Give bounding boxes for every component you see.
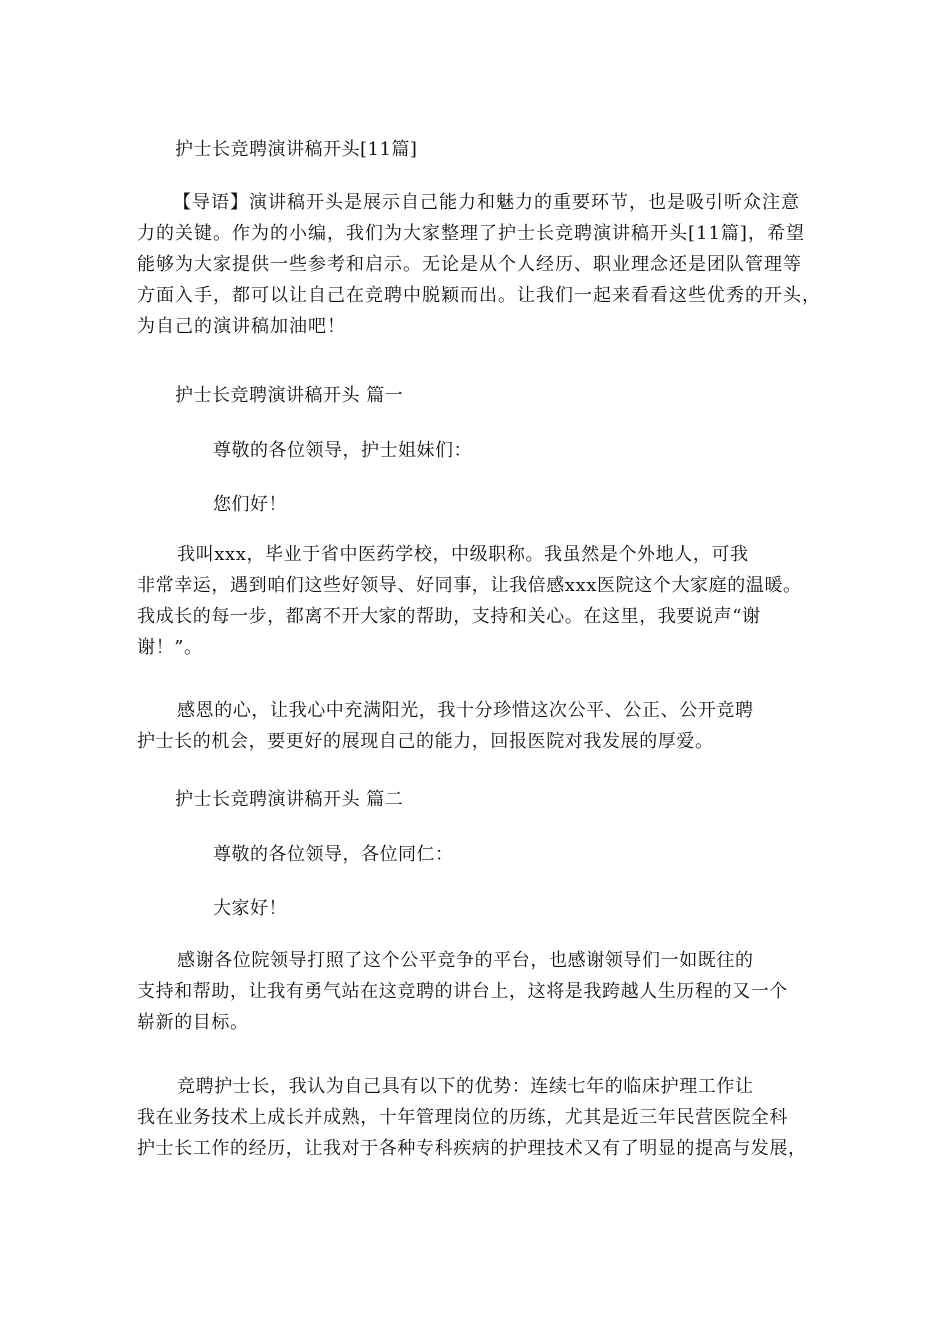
paragraph-line: 竞聘护士长，我认为自己具有以下的优势：连续七年的临床护理工作让 <box>177 1076 754 1097</box>
paragraph-line: 我叫xxx，毕业于省中医药学校，中级职称。我虽然是个外地人，可我 <box>177 544 749 565</box>
paragraph-line: 非常幸运，遇到咱们这些好领导、好同事，让我倍感xxx医院这个大家庭的温暖。 <box>137 575 802 596</box>
paragraph-line: 我成长的每一步，都离不开大家的帮助，支持和关心。在这里，我要说声“谢 <box>137 606 761 627</box>
body-paragraph <box>137 945 827 1038</box>
body-paragraph <box>137 1071 827 1164</box>
salutation: 尊敬的各位领导，护士姐妹们： <box>213 440 472 461</box>
intro-line: 力的关键。作为的小编，我们为大家整理了护士长竞聘演讲稿开头[11篇]，希望 <box>137 223 805 244</box>
intro-line: 为自己的演讲稿加油吧！ <box>137 316 346 337</box>
salutation: 尊敬的各位领导，各位同仁： <box>213 844 454 865</box>
document-title: 护士长竞聘演讲稿开头[11篇] <box>175 139 418 160</box>
intro-line: 能够为大家提供一些参考和启示。无论是从个人经历、职业理念还是团队管理等 <box>137 254 802 275</box>
intro-first-line <box>137 187 827 218</box>
body-paragraph <box>137 695 827 757</box>
section-heading: 护士长竞聘演讲稿开头 篇一 <box>175 385 404 406</box>
intro-line: 方面入手，都可以让自己在竞聘中脱颖而出。让我们一起来看看这些优秀的开头， <box>137 285 821 306</box>
body-paragraph <box>137 539 827 663</box>
greeting: 您们好！ <box>213 494 287 515</box>
intro-label: 【导语】 <box>173 192 249 213</box>
intro-paragraph <box>137 187 827 342</box>
intro-line: 演讲稿开头是展示自己能力和魅力的重要环节，也是吸引听众注意 <box>249 192 800 213</box>
paragraph-line: 谢！”。 <box>137 637 203 658</box>
paragraph-line: 我在业务技术上成长并成熟，十年管理岗位的历练，尤其是近三年民营医院全科 <box>137 1107 788 1128</box>
paragraph-line: 感恩的心，让我心中充满阳光，我十分珍惜这次公平、公正、公开竞聘 <box>177 700 754 721</box>
paragraph-line: 护士长的机会，要更好的展现自己的能力，回报医院对我发展的厚爱。 <box>137 731 714 752</box>
greeting: 大家好！ <box>213 898 287 919</box>
paragraph-line: 感谢各位院领导打照了这个公平竞争的平台，也感谢领导们一如既往的 <box>177 950 754 971</box>
paragraph-line: 护士长工作的经历，让我对于各种专科疾病的护理技术又有了明显的提高与发展， <box>137 1138 807 1159</box>
paragraph-line: 支持和帮助，让我有勇气站在这竞聘的讲台上，这将是我跨越人生历程的又一个 <box>137 981 788 1002</box>
section-heading: 护士长竞聘演讲稿开头 篇二 <box>175 789 404 810</box>
paragraph-line: 崭新的目标。 <box>137 1012 249 1033</box>
